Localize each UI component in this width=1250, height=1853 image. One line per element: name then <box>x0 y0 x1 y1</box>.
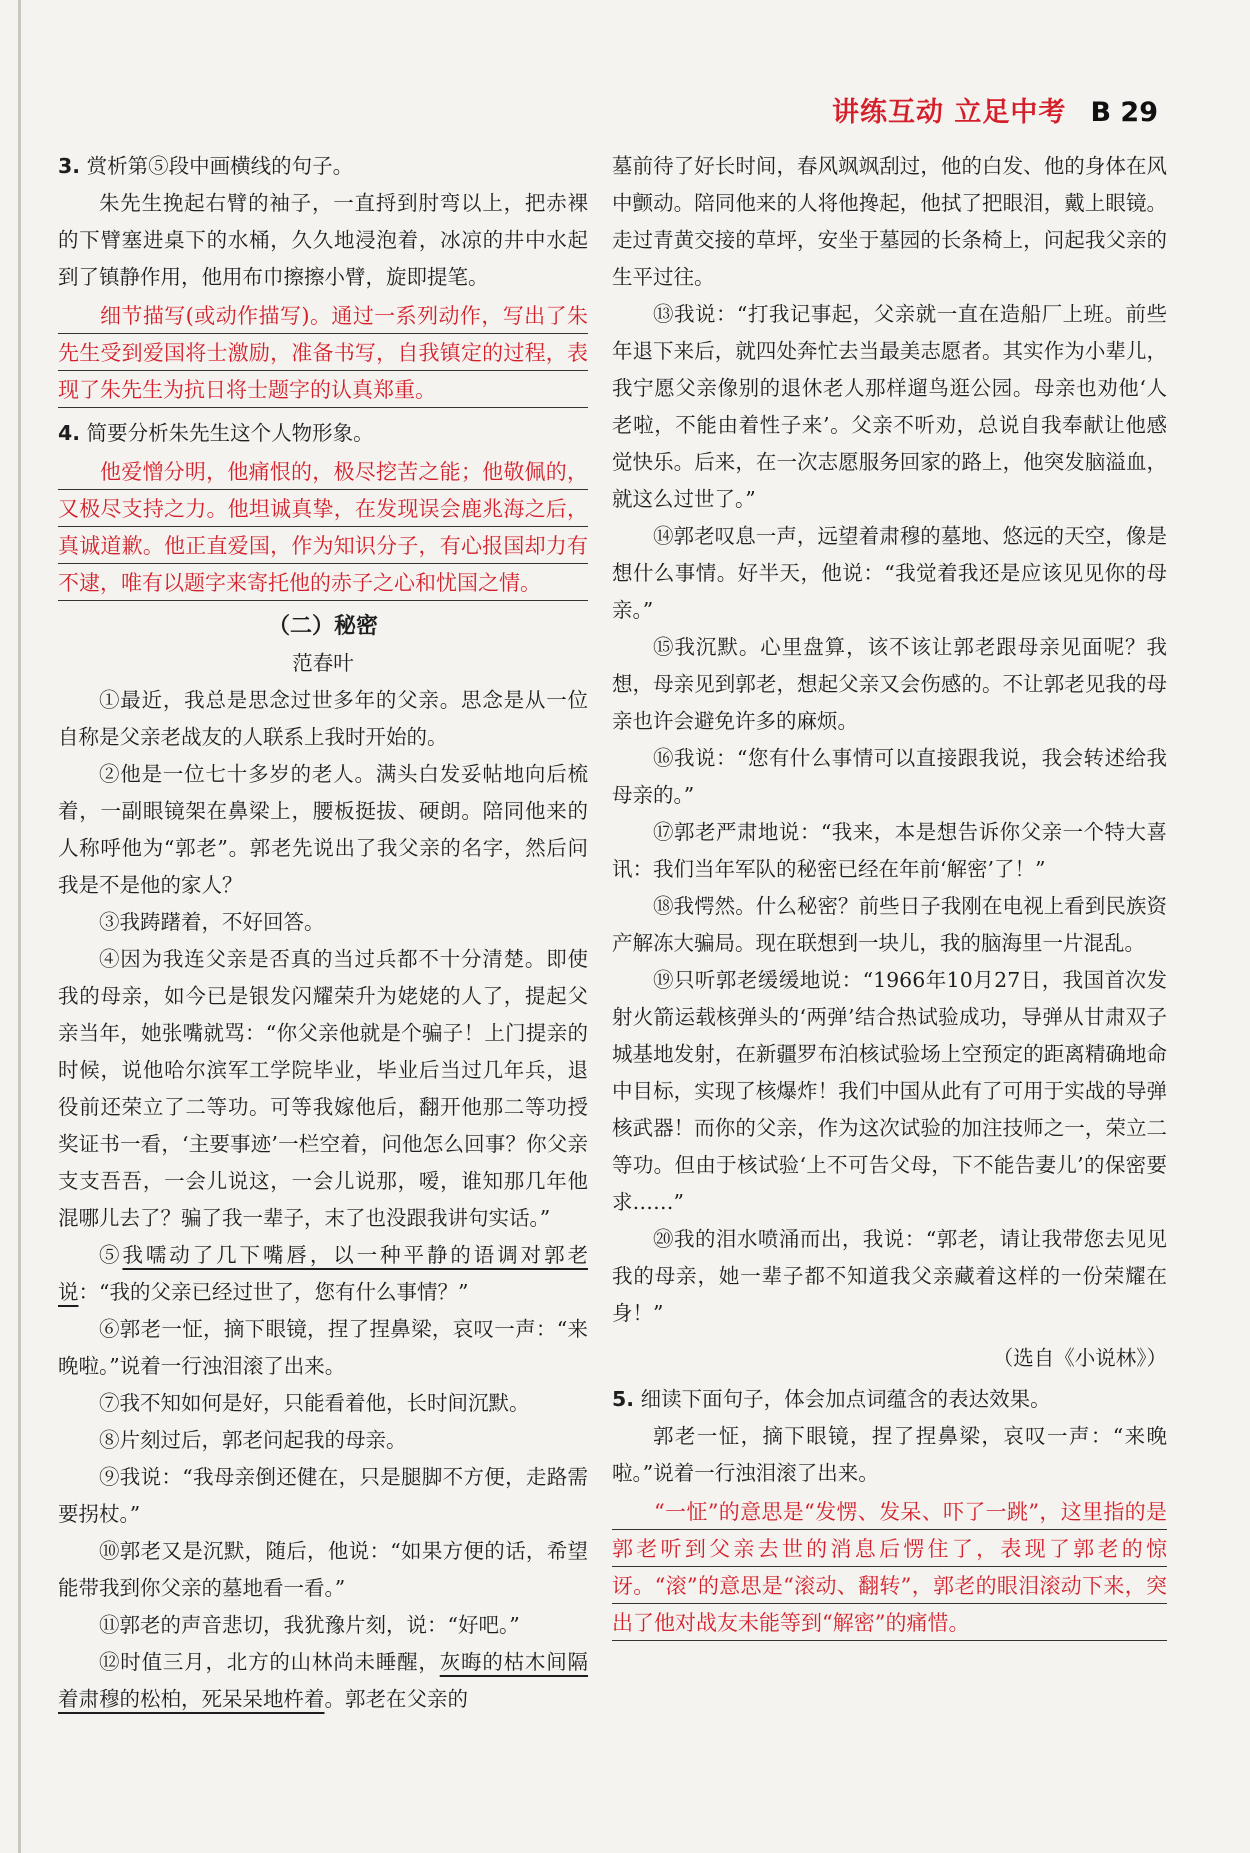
page-header <box>832 90 1158 129</box>
question-3-quote: 朱先生挽起右臂的袖子，一直捋到肘弯以上，把赤裸的下臂塞进桌下的水桶，久久地浸泡着，冰凉的井中水起到了镇静作用，他用布巾擦擦小臂，旋即提笔。 <box>58 191 588 289</box>
question-3-answer: 细节描写(或动作描写)。通过一系列动作，写出了朱先生受到爱国将士激励，准备书写，自我镇定的过程，表现了朱先生为抗日将士题字的认真郑重。 <box>58 298 588 409</box>
story-paragraph: ⑧片刻过后，郭老问起我的母亲。 <box>99 1428 407 1452</box>
story-paragraph: ⑥郭老一怔，摘下眼镜，捏了捏鼻梁，哀叹一声：“来晚啦。”说着一行浊泪滚了出来。 <box>58 1317 588 1378</box>
question-4-answer: 他爱憎分明，他痛恨的，极尽挖苦之能；他敬佩的，又极尽支持之力。他坦诚真挚，在发现误会鹿兆海之后，真诚道歉。他正直爱国，作为知识分子，有心报国却力有不逮，唯有以题字来寄托他的赤子之心和忧国之情。 <box>58 454 588 602</box>
page-number: B 29 <box>1090 97 1158 128</box>
story-paragraph: ⑱我愕然。什么秘密？前些日子我刚在电视上看到民族资产解冻大骗局。现在联想到一块儿，我的脑海里一片混乱。 <box>612 894 1167 955</box>
question-4 <box>58 415 588 452</box>
story-source: （选自《小说林》） <box>992 1346 1167 1370</box>
left-column <box>58 148 588 1718</box>
question-3 <box>58 148 588 185</box>
story-paragraph: ⑰郭老严肃地说：“我来，本是想告诉你父亲一个特大喜讯：我们当年军队的秘密已经在年前‘解密’了！” <box>612 820 1167 881</box>
p5-underlined-sentence: 我嚅动了几下嘴唇，以一种平静的语调对郭老说 <box>58 1243 589 1304</box>
story-paragraph: ⑪郭老的声音悲切，我犹豫片刻，说：“好吧。” <box>99 1613 520 1637</box>
story-paragraph-5 <box>58 1237 588 1311</box>
story-paragraph: ⑬我说：“打我记事起，父亲就一直在造船厂上班。前些年退下来后，就四处奔忙去当最美志愿者。其实作为小辈儿，我宁愿父亲像别的退休老人那样遛鸟逛公园。母亲也劝他‘人老啦，不能由着性子来’。父亲不听劝，总说自我奉献让他感觉快乐。后来，在一次志愿服务回家的路上，他突发脑溢血，就这么过世了。” <box>612 302 1167 511</box>
question-5-text: 细读下面句子，体会加点词蕴含的表达效果。 <box>640 1387 1051 1411</box>
story-paragraph: ⑯我说：“您有什么事情可以直接跟我说，我会转述给我母亲的。” <box>612 746 1167 807</box>
story-paragraph-12 <box>58 1644 588 1718</box>
story-author: 范春叶 <box>292 651 354 675</box>
story-paragraph: ②他是一位七十多岁的老人。满头白发妥帖地向后梳着，一副眼镜架在鼻梁上，腰板挺拔、硬朗。陪同他来的人称呼他为“郭老”。郭老先说出了我父亲的名字，然后问我是不是他的家人？ <box>58 762 588 897</box>
story-paragraph: ③我踌躇着，不好回答。 <box>99 910 325 934</box>
question-5 <box>612 1381 1167 1418</box>
p5-prefix: ⑤ <box>99 1243 123 1267</box>
story-paragraph: ⑮我沉默。心里盘算，该不该让郭老跟母亲见面呢？我想，母亲见到郭老，想起父亲又会伤感的。不让郭老见我的母亲也许会避免许多的麻烦。 <box>612 635 1167 733</box>
question-5-quote: 郭老一怔，摘下眼镜，捏了捏鼻梁，哀叹一声：“来晚啦。”说着一行浊泪滚了出来。 <box>612 1424 1167 1485</box>
story-paragraph: ④因为我连父亲是否真的当过兵都不十分清楚。即使我的母亲，如今已是银发闪耀荣升为姥姥的人了，提起父亲当年，她张嘴就骂：“你父亲他就是个骗子！上门提亲的时候，说他哈尔滨军工学院毕业，毕业后当过几年兵，退役前还荣立了二等功。可等我嫁他后，翻开他那二等功授奖证书一看，‘主要事迹’一栏空着，问他怎么回事？你父亲支支吾吾，一会儿说这，一会儿说那，嗳，谁知那几年他混哪儿去了？骗了我一辈子，末了也没跟我讲句实话。” <box>58 947 588 1230</box>
p12-prefix: ⑫时值三月，北方的山林尚未睡醒， <box>99 1650 440 1674</box>
question-3-number: 3. <box>58 154 81 178</box>
question-4-number: 4. <box>58 421 81 445</box>
question-5-answer: “一怔”的意思是“发愣、发呆、吓了一跳”，这里指的是郭老听到父亲去世的消息后愣住了，表现了郭老的惊讶。“滚”的意思是“滚动、翻转”，郭老的眼泪滚动下来，突出了他对战友未能等到“解密”的痛惜。 <box>612 1494 1167 1642</box>
story-paragraph: ①最近，我总是思念过世多年的父亲。思念是从一位自称是父亲老战友的人联系上我时开始的。 <box>58 688 588 749</box>
page-binding-edge <box>18 0 21 1853</box>
story-paragraph: ⑦我不知如何是好，只能看着他，长时间沉默。 <box>99 1391 530 1415</box>
story-paragraph: ⑲只听郭老缓缓地说：“1966年10月27日，我国首次发射火箭运载核弹头的‘两弹’结合热试验成功，导弹从甘肃双子城基地发射，在新疆罗布泊核试验场上空预定的距离精确地命中目标，实现了核爆炸！我们中国从此有了可用于实战的导弹核武器！而你的父亲，作为这次试验的加注技师之一，荣立二等功。但由于核试验‘上不可告父母，下不能告妻儿’的保密要求……” <box>612 968 1167 1214</box>
story-paragraph: ⑭郭老叹息一声，远望着肃穆的墓地、悠远的天空，像是想什么事情。好半天，他说：“我觉着我还是应该见见你的母亲。” <box>612 524 1167 622</box>
story-paragraph: ⑩郭老又是沉默，随后，他说：“如果方便的话，希望能带我到你父亲的墓地看一看。” <box>58 1539 588 1600</box>
p12-suffix: 。郭老在父亲的 <box>324 1687 468 1711</box>
p5-suffix: ：“我的父亲已经过世了，您有什么事情？” <box>78 1280 469 1304</box>
story-paragraph: ⑳我的泪水喷涌而出，我说：“郭老，请让我带您去见见我的母亲，她一辈子都不知道我父亲藏着这样的一份荣耀在身！” <box>612 1227 1167 1325</box>
question-3-text: 赏析第⑤段中画横线的句子。 <box>86 154 354 178</box>
p12-underlined-sentence: 灰晦的枯木间隔着肃穆的松柏，死呆呆地杵着 <box>58 1650 589 1711</box>
story-paragraph: 墓前待了好长时间，春风飒飒刮过，他的白发、他的身体在风中颤动。陪同他来的人将他搀起，他拭了把眼泪，戴上眼镜。走过青黄交接的草坪，安坐于墓园的长条椅上，问起我父亲的生平过往。 <box>612 154 1167 289</box>
question-4-text: 简要分析朱先生这个人物形象。 <box>86 421 374 445</box>
header-tagline: 讲练互动 立足中考 <box>832 97 1067 128</box>
story-paragraph: ⑨我说：“我母亲倒还健在，只是腿脚不方便，走路需要拐杖。” <box>58 1465 588 1526</box>
question-5-number: 5. <box>612 1387 635 1411</box>
story-title: （二）秘密 <box>267 613 378 639</box>
right-column <box>612 148 1167 1648</box>
